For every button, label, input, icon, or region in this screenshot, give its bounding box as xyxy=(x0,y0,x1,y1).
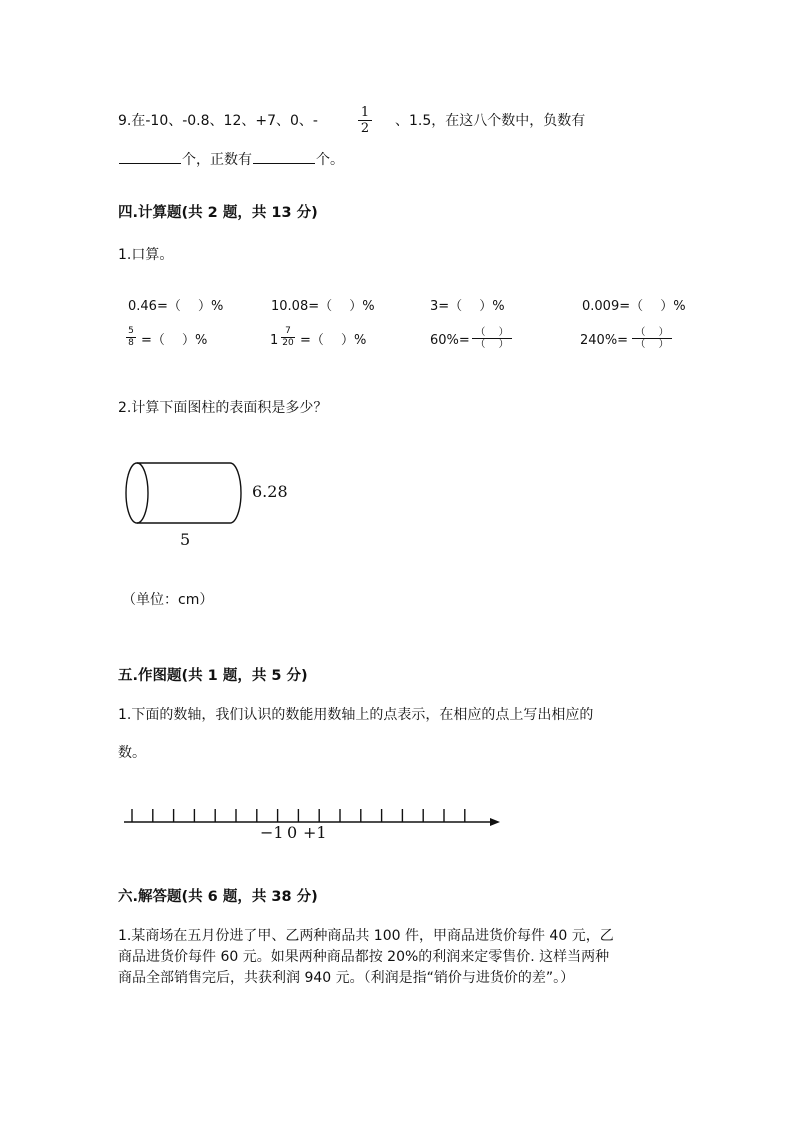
q9-text-line1 xyxy=(118,111,318,131)
oral-frac-d-num: （ ） xyxy=(632,327,672,339)
cylinder-length-label: 5 xyxy=(180,530,191,549)
oral-frac-a-num: 5 xyxy=(126,326,136,338)
oral-frac-c-den: （ ） xyxy=(475,339,509,350)
s6-q1-line3: 商品全部销售完后，共获利润 940 元。（利润是指“销价与进货价的差”。） xyxy=(118,970,575,986)
q9-blank-negative[interactable] xyxy=(119,149,181,164)
cylinder-height-label: 6.28 xyxy=(252,482,288,501)
number-line-ticks xyxy=(132,809,465,822)
q9-line2-a: 个，正数有 xyxy=(182,152,252,168)
oral-item-4: 0.009=（ ）% xyxy=(582,299,686,314)
s6-q1-line2: 商品进货价每件 60 元。如果两种商品都按 20%的利润来定零售价. 这样当两种 xyxy=(118,949,610,965)
oral-frac-7-20 xyxy=(281,326,295,349)
oral-frac-5-8 xyxy=(126,326,136,349)
q9-prefix: 9.在-10、-0.8、12、+7、0、- xyxy=(118,113,318,129)
s6-q1-line1: 1.某商场在五月份进了甲、乙两种商品共 100 件，甲商品进货价每件 40 元，乙 xyxy=(118,928,614,944)
axis-label-minus-one: −1 xyxy=(260,823,284,842)
axis-label-zero: 0 xyxy=(287,823,298,842)
oral-frac-a-den: 8 xyxy=(128,338,134,348)
oral-item-6-tail: =（ ）% xyxy=(300,333,367,348)
oral-item-7-head: 60%= xyxy=(430,333,470,348)
q9-suffix: 、1.5，在这八个数中，负数有 xyxy=(395,113,586,129)
oral-item-1: 0.46=（ ）% xyxy=(128,299,224,314)
cylinder-left-face xyxy=(126,463,148,523)
s5-q1-line1: 1.下面的数轴，我们认识的数能用数轴上的点表示，在相应的点上写出相应的 xyxy=(118,707,594,723)
oral-frac-b-num: 7 xyxy=(281,326,295,338)
section5-title: 五.作图题(共 1 题，共 5 分) xyxy=(118,668,308,684)
section4-title: 四.计算题(共 2 题，共 13 分) xyxy=(118,205,318,221)
q9-frac-num: 1 xyxy=(358,105,372,121)
q9-blank-positive[interactable] xyxy=(253,149,315,164)
cylinder-figure xyxy=(118,455,318,555)
oral-item-5-tail: =（ ）% xyxy=(141,333,208,348)
oral-frac-blank-c[interactable] xyxy=(472,327,512,350)
oral-frac-b-den: 20 xyxy=(282,338,294,348)
q9-line2-b: 个。 xyxy=(316,152,344,168)
q9-text-line2 xyxy=(118,149,344,170)
s4-q1-label: 1.口算。 xyxy=(118,247,174,263)
number-line-arrow xyxy=(490,818,500,826)
section6-title: 六.解答题(共 6 题，共 38 分) xyxy=(118,889,318,905)
oral-item-2: 10.08=（ ）% xyxy=(271,299,375,314)
oral-frac-c-num: （ ） xyxy=(472,327,512,339)
oral-item-3: 3=（ ）% xyxy=(430,299,505,314)
oral-item-8-head: 240%= xyxy=(580,333,629,348)
s4-q2-label: 2.计算下面图柱的表面积是多少？ xyxy=(118,400,328,416)
s5-q1-line2: 数。 xyxy=(118,745,146,761)
oral-item-6-whole: 1 xyxy=(270,333,279,348)
axis-label-plus-one: +1 xyxy=(303,823,327,842)
q9-fraction xyxy=(358,105,372,136)
oral-frac-d-den: （ ） xyxy=(635,339,669,350)
q9-frac-den: 2 xyxy=(360,121,370,136)
oral-frac-blank-d[interactable] xyxy=(632,327,672,350)
cylinder-right-arc xyxy=(230,463,241,523)
unit-note: （单位：cm） xyxy=(122,592,214,608)
